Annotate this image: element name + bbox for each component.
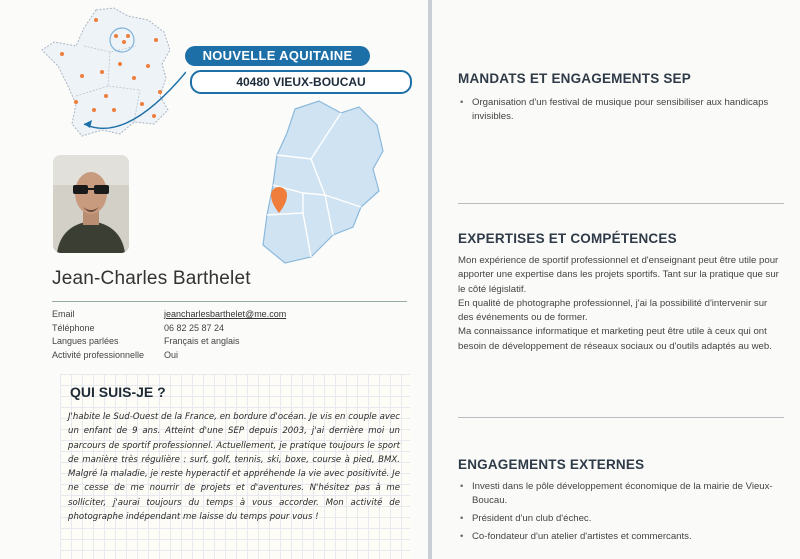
activity-label: Activité professionnelle: [52, 349, 145, 360]
france-outline: [42, 8, 170, 136]
activity-value: Oui: [164, 349, 179, 360]
expertises-text: [458, 254, 784, 354]
expertises-p1: Mon expérience de sportif professionnel et d'enseignant peut être utile pour apporter une expertise dans les projets sportifs. Tant sur la pratique que sur le côté législatif.: [458, 255, 779, 295]
languages-value: Français et anglais: [164, 336, 240, 346]
section-divider: [458, 417, 784, 418]
person-name: Jean-Charles Barthelet: [52, 268, 251, 289]
externes-list: [458, 480, 784, 544]
expertises-p3: Ma connaissance informatique et marketing peut être utile à ceux qui ont besoin de développement de réseaux sociaux ou d'outils adaptés au web.: [458, 326, 772, 352]
profile-photo: [53, 155, 129, 253]
phone-value: 06 82 25 87 24: [164, 322, 225, 333]
expertises-p2: En qualité de photographe professionnel, j'ai la possibilité d'intervenir sur des événements ou de former.: [458, 297, 768, 324]
france-map: [36, 6, 186, 146]
list-item: • Organisation d'un festival de musique pour sensibiliser aux handicaps invisibles.: [458, 96, 784, 124]
address-pill: 40480 VIEUX-BOUCAU: [190, 70, 412, 94]
expertises-title: EXPERTISES ET COMPÉTENCES: [458, 231, 677, 246]
info-row-languages: [52, 335, 286, 349]
externes-title: ENGAGEMENTS EXTERNES: [458, 457, 645, 472]
section-divider: [458, 203, 784, 204]
list-item: • Investi dans le pôle développement économique de la mairie de Vieux-Boucau.: [458, 480, 784, 508]
contact-info: [52, 308, 286, 362]
info-row-activity: [52, 349, 286, 363]
region-badge: NOUVELLE AQUITAINE: [185, 46, 370, 66]
name-divider: [52, 301, 407, 302]
region-map: [255, 95, 395, 270]
mandats-title: MANDATS ET ENGAGEMENTS SEP: [458, 71, 691, 86]
email-link[interactable]: jeancharlesbarthelet@me.com: [164, 309, 287, 319]
portrait-image: [53, 155, 129, 253]
region-outline: [263, 101, 383, 263]
about-box: [60, 374, 410, 559]
about-title: QUI SUIS-JE ?: [70, 384, 166, 400]
phone-label: Téléphone: [52, 322, 95, 333]
languages-label: Langues parlées: [52, 336, 119, 346]
about-text: J'habite le Sud-Ouest de la France, en bordure d'océan. Je vis en couple avec un enfant de 9 ans. Atteint d'une SEP depuis 2003, j'ai derrière moi un parcours de sportif professionnel. Actuellement, je pratique toujours le sport de manière très régulière : surf, golf, tennis, ski, boxe, course à pied, BMX. Malgré la maladie, je reste hyperactif et appréhende la vie avec positivité. Je ne cesse de me nourrir de projets et d'aventures. N'hésitez pas à me solliciter, j'aurai toujours du temps à vous accorder. Mon activité de photographe indépendant me laisse du temps pour vous !: [68, 412, 400, 523]
list-item: • Président d'un club d'échec.: [458, 512, 784, 526]
email-label: Email: [52, 309, 75, 319]
info-row-phone: [52, 322, 286, 336]
info-row-email: [52, 308, 286, 322]
mandats-list: [458, 96, 784, 124]
list-item: • Co-fondateur d'un atelier d'artistes et commercants.: [458, 530, 784, 544]
